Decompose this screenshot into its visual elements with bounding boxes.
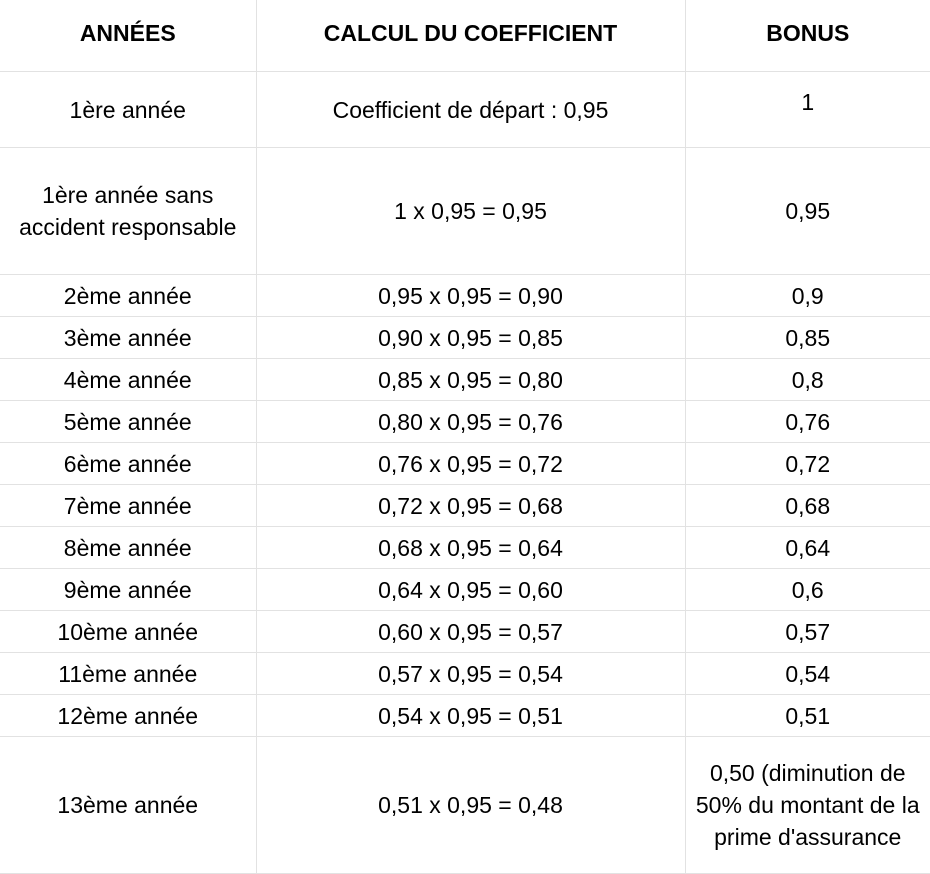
year-cell: 2ème année xyxy=(0,275,256,317)
bonus-cell: 0,51 xyxy=(685,695,930,737)
year-cell: 1ère année sans accident responsable xyxy=(0,148,256,275)
table-row xyxy=(0,737,930,874)
table-row xyxy=(0,569,930,611)
table-row xyxy=(0,317,930,359)
table-row xyxy=(0,401,930,443)
header-calc: CALCUL DU COEFFICIENT xyxy=(256,0,685,72)
calc-cell: 1 x 0,95 = 0,95 xyxy=(256,148,685,275)
bonus-cell: 0,50 (diminution de 50% du montant de la prime d'assurance xyxy=(685,737,930,874)
bonus-cell: 0,57 xyxy=(685,611,930,653)
calc-cell: 0,95 x 0,95 = 0,90 xyxy=(256,275,685,317)
header-bonus: BONUS xyxy=(685,0,930,72)
table-row xyxy=(0,527,930,569)
bonus-cell: 0,72 xyxy=(685,443,930,485)
table-row xyxy=(0,275,930,317)
year-cell: 4ème année xyxy=(0,359,256,401)
bonus-cell: 0,76 xyxy=(685,401,930,443)
header-row xyxy=(0,0,930,72)
calc-cell: 0,54 x 0,95 = 0,51 xyxy=(256,695,685,737)
year-cell: 8ème année xyxy=(0,527,256,569)
table-row xyxy=(0,72,930,148)
table-row xyxy=(0,695,930,737)
bonus-cell: 0,68 xyxy=(685,485,930,527)
bonus-cell: 0,64 xyxy=(685,527,930,569)
table-row xyxy=(0,148,930,275)
year-cell: 7ème année xyxy=(0,485,256,527)
bonus-cell: 0,54 xyxy=(685,653,930,695)
year-cell: 13ème année xyxy=(0,737,256,874)
bonus-cell: 0,85 xyxy=(685,317,930,359)
bonus-cell: 0,6 xyxy=(685,569,930,611)
table-row xyxy=(0,359,930,401)
bonus-cell: 0,9 xyxy=(685,275,930,317)
year-cell: 3ème année xyxy=(0,317,256,359)
year-cell: 11ème année xyxy=(0,653,256,695)
bonus-cell: 0,8 xyxy=(685,359,930,401)
bonus-cell: 1 xyxy=(685,72,930,148)
year-cell: 1ère année xyxy=(0,72,256,148)
calc-cell: 0,57 x 0,95 = 0,54 xyxy=(256,653,685,695)
table-row xyxy=(0,443,930,485)
calc-cell: 0,85 x 0,95 = 0,80 xyxy=(256,359,685,401)
calc-cell: 0,60 x 0,95 = 0,57 xyxy=(256,611,685,653)
year-cell: 9ème année xyxy=(0,569,256,611)
header-years: ANNÉES xyxy=(0,0,256,72)
calc-cell: 0,76 x 0,95 = 0,72 xyxy=(256,443,685,485)
calc-cell: 0,68 x 0,95 = 0,64 xyxy=(256,527,685,569)
calc-cell: 0,64 x 0,95 = 0,60 xyxy=(256,569,685,611)
table-row xyxy=(0,611,930,653)
year-cell: 12ème année xyxy=(0,695,256,737)
year-cell: 6ème année xyxy=(0,443,256,485)
bonus-cell: 0,95 xyxy=(685,148,930,275)
calc-cell: 0,72 x 0,95 = 0,68 xyxy=(256,485,685,527)
calc-cell: 0,90 x 0,95 = 0,85 xyxy=(256,317,685,359)
year-cell: 5ème année xyxy=(0,401,256,443)
calc-cell: 0,51 x 0,95 = 0,48 xyxy=(256,737,685,874)
year-cell: 10ème année xyxy=(0,611,256,653)
calc-cell: Coefficient de départ : 0,95 xyxy=(256,72,685,148)
calc-cell: 0,80 x 0,95 = 0,76 xyxy=(256,401,685,443)
table-row xyxy=(0,485,930,527)
table-row xyxy=(0,653,930,695)
